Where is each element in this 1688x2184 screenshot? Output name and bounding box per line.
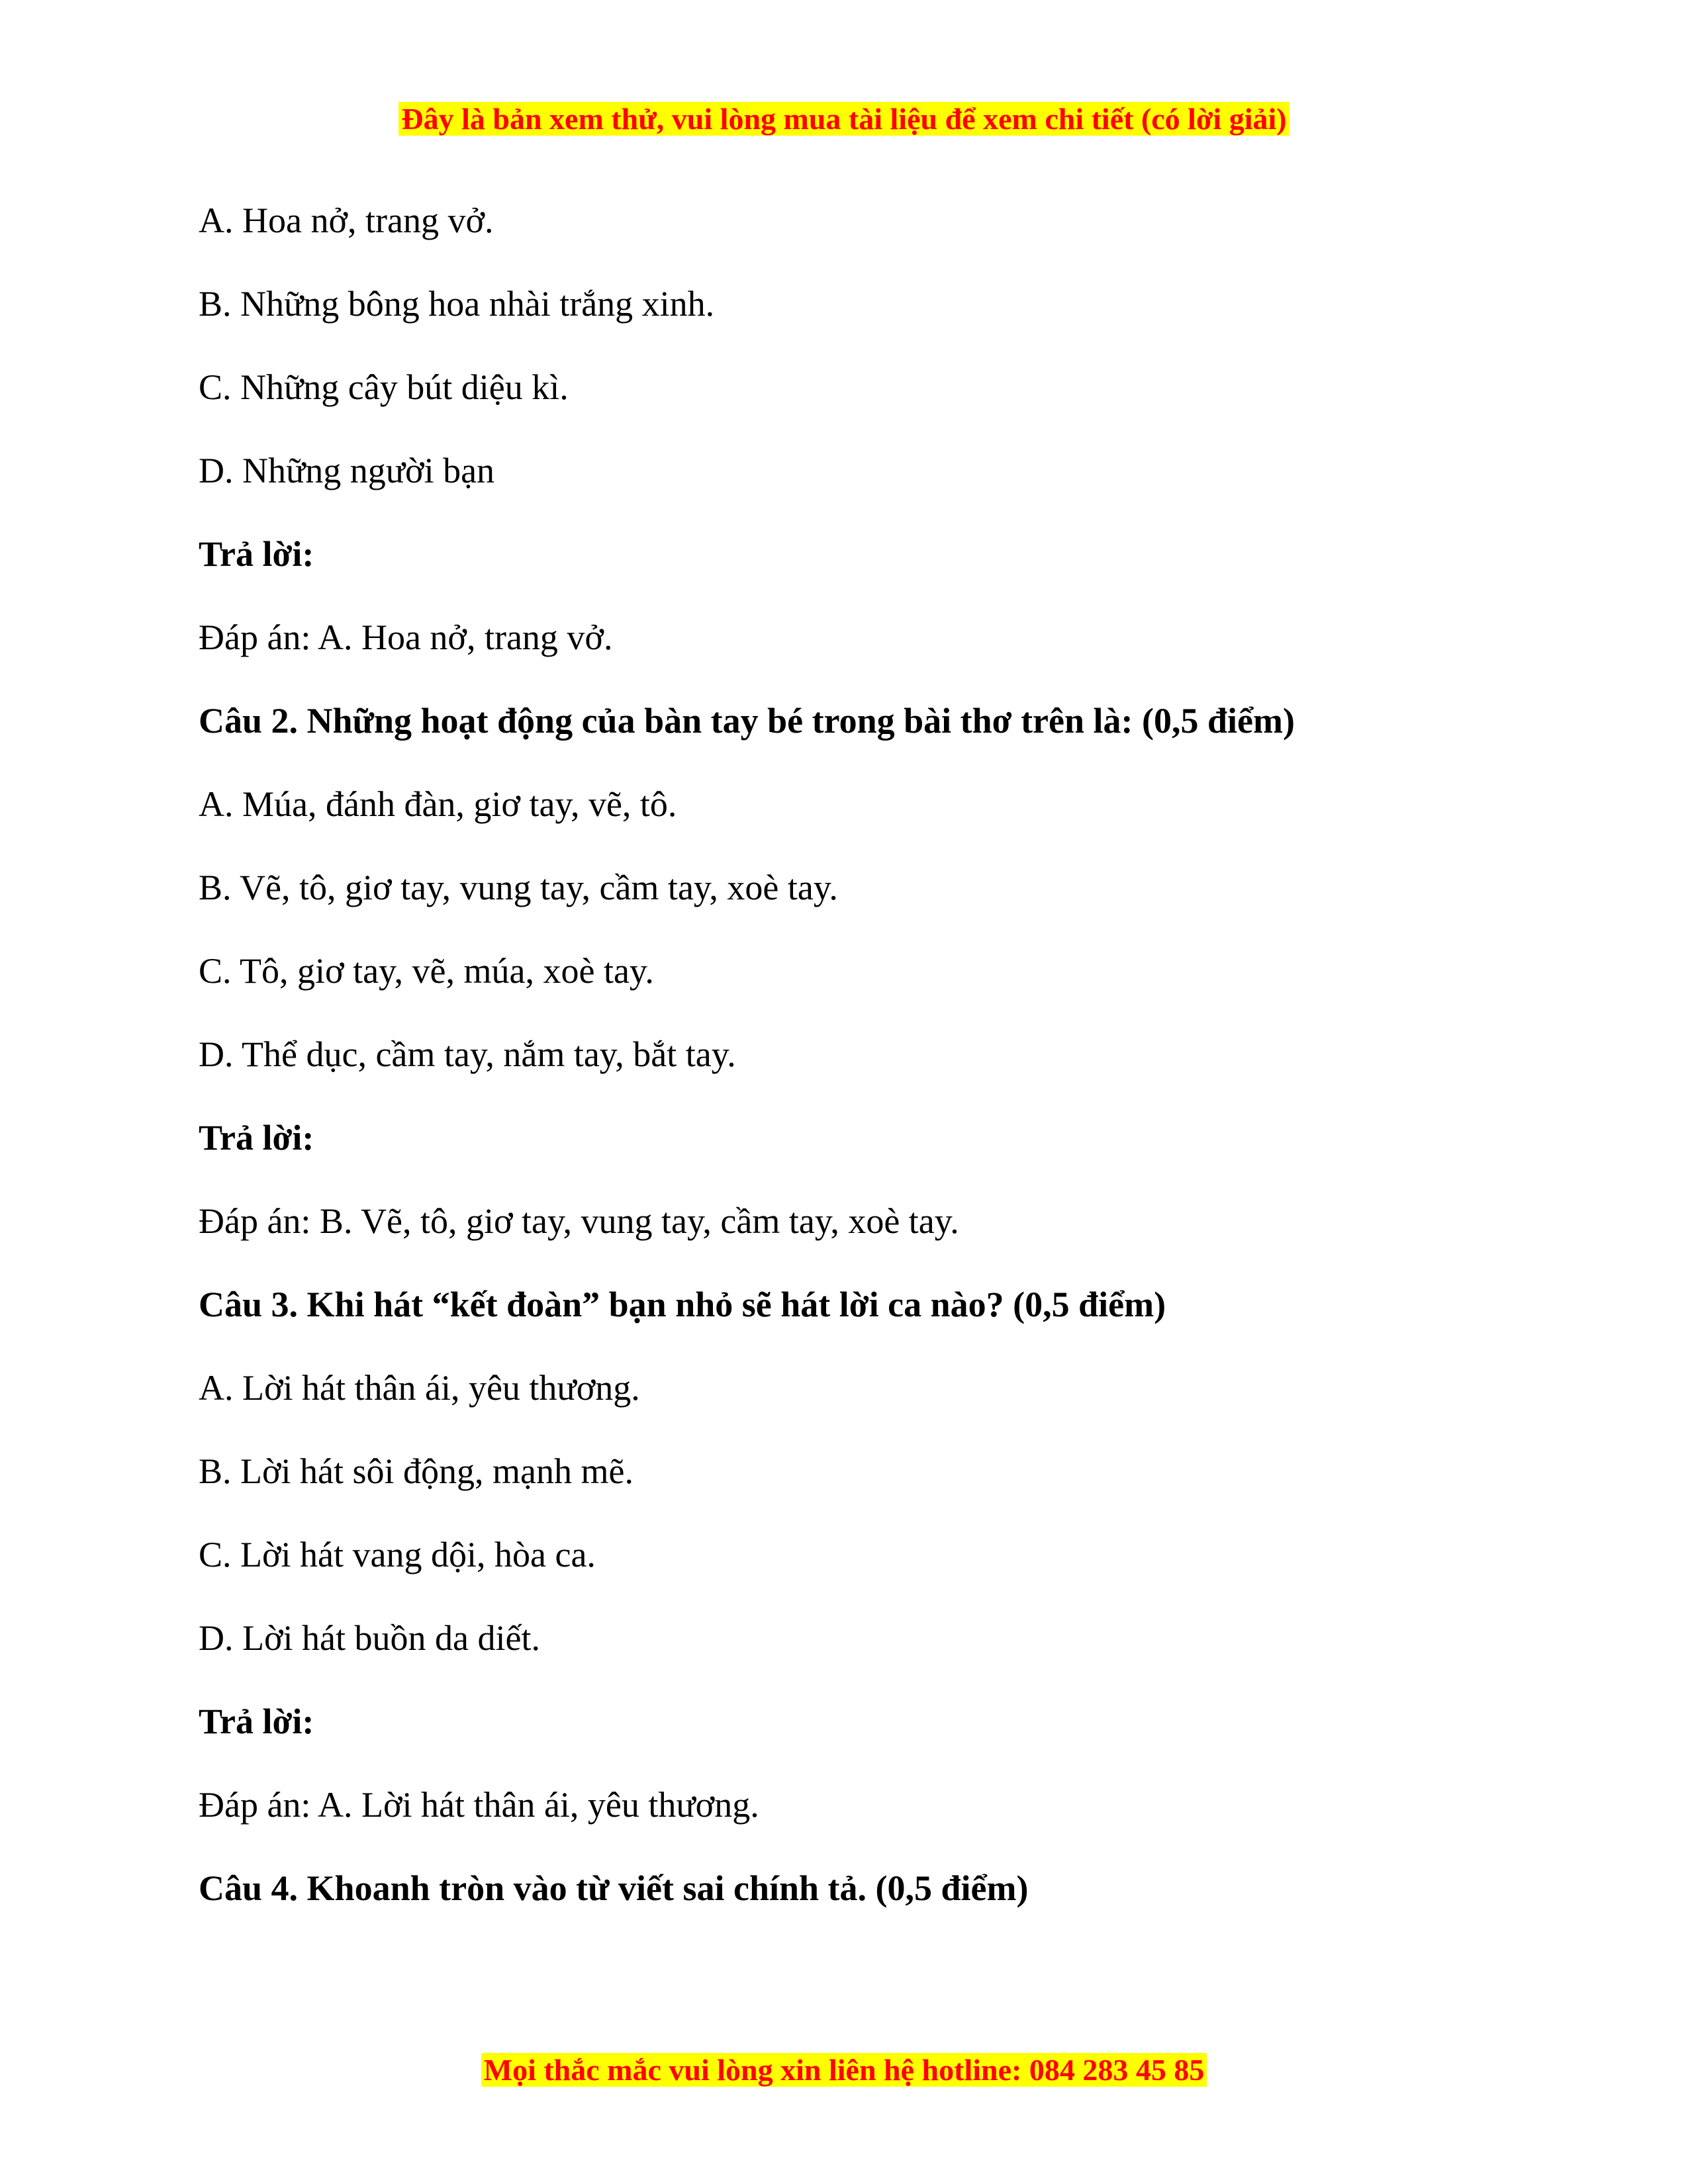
q2-answer: Đáp án: B. Vẽ, tô, giơ tay, vung tay, cầm tay, xoè tay. [199, 1201, 959, 1241]
q1-option-b: B. Những bông hoa nhài trắng xinh. [199, 284, 715, 324]
q2-option-b: B. Vẽ, tô, giơ tay, vung tay, cầm tay, xoè tay. [199, 868, 838, 907]
q3-option-a: A. Lời hát thân ái, yêu thương. [199, 1368, 640, 1408]
preview-notice-text: Đây là bản xem thử, vui lòng mua tài liệu để xem chi tiết (có lời giải) [399, 102, 1289, 136]
q1-option-c: C. Những cây bút diệu kì. [199, 367, 569, 407]
q3-option-c: C. Lời hát vang dội, hòa ca. [199, 1535, 596, 1574]
hotline-notice-text: Mọi thắc mắc vui lòng xin liên hệ hotline: 084 283 45 85 [481, 2053, 1207, 2087]
q3-question: Câu 3. Khi hát “kết đoàn” bạn nhỏ sẽ hát lời ca nào? (0,5 điểm) [199, 1285, 1166, 1324]
hotline-notice-banner [0, 2052, 1688, 2089]
q2-question: Câu 2. Những hoạt động của bàn tay bé trong bài thơ trên là: (0,5 điểm) [199, 701, 1295, 741]
q2-option-c: C. Tô, giơ tay, vẽ, múa, xoè tay. [199, 951, 654, 991]
q3-option-b: B. Lời hát sôi động, mạnh mẽ. [199, 1451, 633, 1491]
q1-answer-label: Trả lời: [199, 534, 314, 574]
q1-option-d: D. Những người bạn [199, 451, 495, 490]
q2-option-a: A. Múa, đánh đàn, giơ tay, vẽ, tô. [199, 784, 677, 824]
q4-question: Câu 4. Khoanh tròn vào từ viết sai chính tả. (0,5 điểm) [199, 1868, 1029, 1908]
q3-answer-label: Trả lời: [199, 1702, 314, 1741]
preview-notice-banner [0, 101, 1688, 138]
q1-answer: Đáp án: A. Hoa nở, trang vở. [199, 617, 613, 657]
q2-answer-label: Trả lời: [199, 1118, 314, 1158]
q3-option-d: D. Lời hát buồn da diết. [199, 1618, 540, 1658]
q3-answer: Đáp án: A. Lời hát thân ái, yêu thương. [199, 1785, 759, 1825]
q2-option-d: D. Thể dục, cầm tay, nắm tay, bắt tay. [199, 1034, 736, 1074]
q1-option-a: A. Hoa nở, trang vở. [199, 201, 494, 240]
